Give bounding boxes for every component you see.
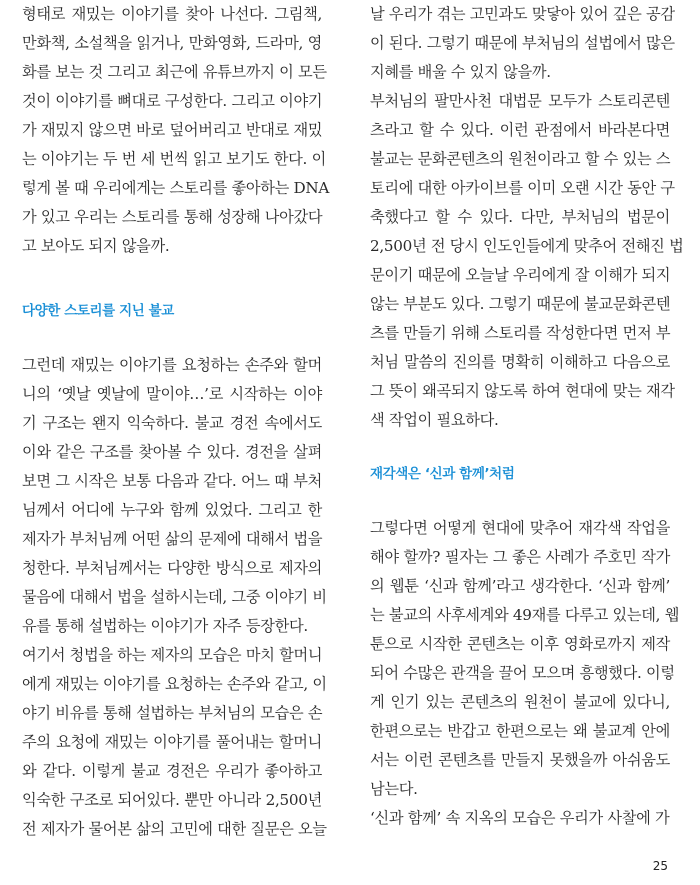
- text-line: 부처님의 팔만사천 대법문 모두가 스토리콘텐: [370, 92, 670, 110]
- text-line: 전 제자가 물어본 삶의 고민에 대한 질문은 오늘: [22, 820, 327, 838]
- text-line: 기 구조는 왠지 익숙하다. 불교 경전 속에서도: [22, 414, 322, 432]
- text-line: 는 불교의 사후세계와 49재를 다루고 있는데, 웹: [370, 606, 680, 624]
- text-line: 않는 부분도 있다. 그렇기 때문에 불교문화콘텐: [370, 295, 671, 313]
- text-line: 처님 말씀의 진의를 명확히 이해하고 다음으로: [370, 353, 670, 371]
- text-line: 유를 통해 설법하는 이야기가 자주 등장한다.: [22, 617, 308, 635]
- text-line: 것이 이야기를 뼈대로 구성한다. 그리고 이야기: [22, 92, 323, 110]
- left-paragraph-1: [22, 0, 330, 261]
- text-line: 형태로 재밌는 이야기를 찾아 나선다. 그림책,: [22, 5, 322, 23]
- text-line: 되어 수많은 관객을 끌어 모으며 흥행했다. 이렇: [370, 664, 675, 682]
- right-paragraph-4: [370, 804, 670, 833]
- text-line: 주의 요청에 재밌는 이야기를 풀어내는 할머니: [22, 733, 322, 751]
- text-line: 제자가 부처님께 어떤 삶의 문제에 대해서 법을: [22, 530, 323, 548]
- text-line: 이와 같은 구조를 찾아볼 수 있다. 경전을 살펴: [22, 443, 322, 461]
- text-line: 해야 할까? 필자는 그 좋은 사례가 주호민 작가: [370, 548, 670, 566]
- text-line: 한편으로는 반갑고 한편으로는 왜 불교계 안에: [370, 722, 670, 740]
- text-line: 그 뜻이 왜곡되지 않도록 하여 현대에 맞는 재각: [370, 382, 675, 400]
- text-line: 만화책, 소설책을 읽거나, 만화영화, 드라마, 영: [22, 34, 322, 52]
- section-heading-buddhism-stories: 다양한 스토리를 지닌 불교: [22, 303, 174, 319]
- text-line: 남는다.: [370, 780, 418, 798]
- text-line: 서는 이런 콘텐츠를 만들지 못했을까 아쉬움도: [370, 751, 670, 769]
- text-line: 님께서 어디에 누구와 함께 있었다. 그리고 한: [22, 501, 322, 519]
- text-line: 그런데 재밌는 이야기를 요청하는 손주와 할머: [22, 356, 322, 374]
- text-line: 토리에 대한 아카이브를 이미 오랜 시간 동안 구: [370, 179, 675, 197]
- text-line: 색 작업이 필요하다.: [370, 411, 499, 429]
- text-line: 츠라고 할 수 있다. 이런 관점에서 바라본다면: [370, 121, 670, 139]
- text-line: 고 보아도 되지 않을까.: [22, 237, 170, 255]
- text-line: 날 우리가 겪는 고민과도 맞닿아 있어 깊은 공감: [370, 5, 675, 23]
- text-line: 불교는 문화콘텐츠의 원천이라고 할 수 있는 스: [370, 150, 671, 168]
- text-line: 그렇다면 어떻게 현대에 맞추어 재각색 작업을: [370, 519, 670, 537]
- text-line: 툰으로 시작한 콘텐츠는 이후 영화로까지 제작: [370, 635, 670, 653]
- text-line: 지혜를 배울 수 있지 않을까.: [370, 63, 551, 81]
- right-paragraph-1: [370, 0, 675, 87]
- text-line: 야기 비유를 통해 설법하는 부처님의 모습은 손: [22, 704, 323, 722]
- text-line: 니의 ‘옛날 옛날에 말이야…’로 시작하는 이야: [22, 385, 322, 403]
- text-line: 게 인기 있는 콘텐츠의 원천이 불교에 있다니,: [370, 693, 670, 711]
- text-line: 2,500년 전 당시 인도인들에게 맞추어 전해진 법: [370, 237, 684, 255]
- text-line: ‘신과 함께’ 속 지옥의 모습은 우리가 사찰에 가: [370, 809, 670, 827]
- page-number: 25: [652, 859, 668, 873]
- left-paragraph-2: [22, 351, 327, 641]
- text-line: 물음에 대해서 법을 설하시는데, 그중 이야기 비: [22, 588, 327, 606]
- text-line: 가 재밌지 않으면 바로 덮어버리고 반대로 재밌: [22, 121, 323, 139]
- text-line: 렇게 볼 때 우리에게는 스토리를 좋아하는 DNA: [22, 179, 330, 197]
- text-line: 여기서 청법을 하는 제자의 모습은 마치 할머니: [22, 646, 323, 664]
- text-line: 청한다. 부처님께서는 다양한 방식으로 제자의: [22, 559, 322, 577]
- text-line: 의 웹툰 ‘신과 함께’라고 생각한다. ‘신과 함께’: [370, 577, 670, 595]
- text-line: 츠를 만들기 위해 스토리를 작성한다면 먼저 부: [370, 324, 671, 342]
- text-line: 익숙한 구조로 되어있다. 뿐만 아니라 2,500년: [22, 791, 322, 809]
- text-line: 에게 재밌는 이야기를 요청하는 손주와 같고, 이: [22, 675, 327, 693]
- text-line: 화를 보는 것 그리고 최근에 유튜브까지 이 모든: [22, 63, 327, 81]
- text-line: 축했다고 할 수 있다. 다만, 부처님의 법문이: [370, 208, 670, 226]
- right-paragraph-2: [370, 87, 684, 435]
- text-line: 가 있고 우리는 스토리를 통해 성장해 나아갔다: [22, 208, 323, 226]
- text-line: 이 된다. 그렇기 때문에 부처님의 설법에서 많은: [370, 34, 675, 52]
- text-line: 와 같다. 이렇게 불교 경전은 우리가 좋아하고: [22, 762, 322, 780]
- left-paragraph-3: [22, 641, 327, 844]
- section-heading-readaptation: 재각색은 ‘신과 함께’처럼: [370, 466, 515, 482]
- text-line: 보면 그 시작은 보통 다음과 같다. 어느 때 부처: [22, 472, 322, 490]
- right-paragraph-3: [370, 514, 680, 804]
- text-line: 문이기 때문에 오늘날 우리에게 잘 이해가 되지: [370, 266, 671, 284]
- text-line: 는 이야기는 두 번 세 번씩 읽고 보기도 한다. 이: [22, 150, 326, 168]
